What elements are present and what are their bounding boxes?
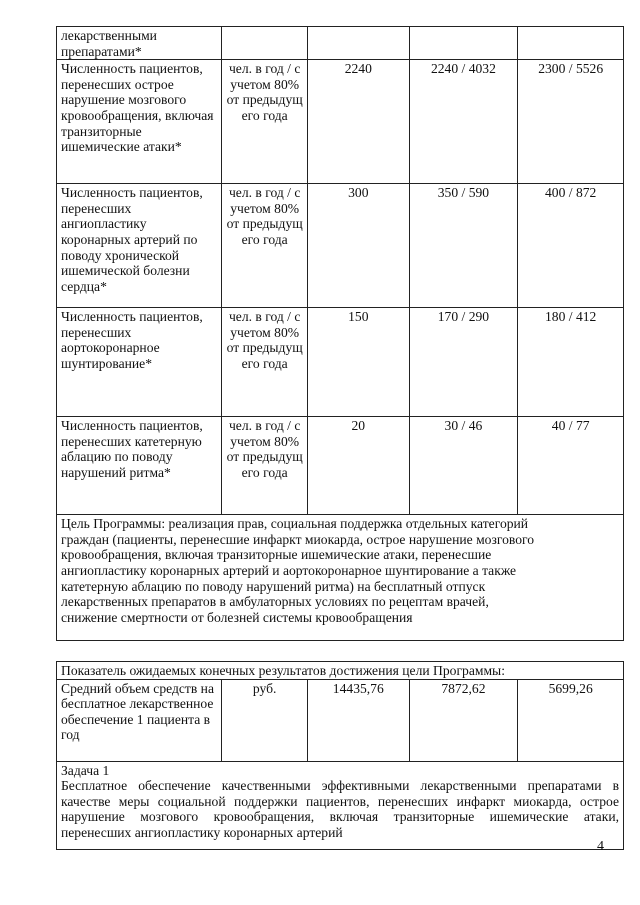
row-value-3: 2300 / 5526 bbox=[518, 60, 624, 184]
row-value-1: 20 bbox=[308, 417, 409, 515]
indicator-header: Показатель ожидаемых конечных результатов достижения цели Программы: bbox=[57, 662, 624, 680]
indicator-unit: руб. bbox=[222, 679, 308, 761]
row-unit bbox=[222, 27, 308, 60]
indicator-header-row bbox=[57, 662, 624, 680]
row-value-1: 300 bbox=[308, 184, 409, 308]
indicator-label: Средний объем средств на бесплатное лекарственное обеспечение 1 пациента в год bbox=[57, 679, 222, 761]
results-table bbox=[56, 661, 624, 850]
indicator-value-2: 7872,62 bbox=[409, 679, 518, 761]
goal-line: кровообращения, включая транзиторные ишемические атаки, перенесшие bbox=[61, 547, 492, 563]
row-label: Численность пациентов, перенесших ангиопластику коронарных артерий по поводу хронической ишемической болезни сердца* bbox=[57, 184, 222, 308]
row-value-1: 150 bbox=[308, 308, 409, 417]
table-row bbox=[57, 184, 624, 308]
row-unit: чел. в год / с учетом 80% от предыдущ его года bbox=[222, 60, 308, 184]
page-number: 4 bbox=[597, 839, 604, 854]
row-value-2: 2240 / 4032 bbox=[409, 60, 518, 184]
row-label: Численность пациентов, перенесших острое нарушение мозгового кровообращения, включая транзиторные ишемические атаки* bbox=[57, 60, 222, 184]
row-unit: чел. в год / с учетом 80% от предыдущ его года bbox=[222, 184, 308, 308]
row-value-2: 30 / 46 bbox=[409, 417, 518, 515]
goal-line: Цель Программы: реализация прав, социальная поддержка отдельных категорий bbox=[61, 516, 529, 532]
goal-line: катетерную аблацию по поводу нарушений ритма) на бесплатный отпуск bbox=[61, 578, 486, 594]
goal-line: снижение смертности от болезней системы кровообращения bbox=[61, 609, 413, 625]
row-value-2 bbox=[409, 27, 518, 60]
goal-line: лекарственных препаратов в амбулаторных условиях по рецептам врачей, bbox=[61, 594, 489, 610]
task-cell bbox=[57, 761, 624, 849]
row-value-3: 40 / 77 bbox=[518, 417, 624, 515]
row-value-3 bbox=[518, 27, 624, 60]
indicator-value-1: 14435,76 bbox=[308, 679, 409, 761]
task-text: Бесплатное обеспечение качественными эффективными лекарственными препаратами в качестве меры социальной поддержки пациентов, перенесших инфаркт миокарда, острое нарушение мозгового кровообращения, включая транзиторные ишемические атаки, перенесших ангиопластику коронарных артерий bbox=[61, 778, 619, 840]
goal-line: граждан (пациенты, перенесшие инфаркт миокарда, острое нарушение мозгового bbox=[61, 531, 535, 547]
table-row bbox=[57, 60, 624, 184]
table-row bbox=[57, 308, 624, 417]
program-goal bbox=[57, 515, 624, 641]
indicator-value-3: 5699,26 bbox=[518, 679, 624, 761]
row-unit: чел. в год / с учетом 80% от предыдущ его года bbox=[222, 308, 308, 417]
row-value-3: 400 / 872 bbox=[518, 184, 624, 308]
table-row bbox=[57, 417, 624, 515]
row-value-1 bbox=[308, 27, 409, 60]
row-value-1: 2240 bbox=[308, 60, 409, 184]
table-row bbox=[57, 679, 624, 761]
row-value-3: 180 / 412 bbox=[518, 308, 624, 417]
task-title: Задача 1 bbox=[61, 762, 110, 778]
row-label: Численность пациентов, перенесших аортокоронарное шунтирование* bbox=[57, 308, 222, 417]
task-row bbox=[57, 761, 624, 849]
indicators-table bbox=[56, 26, 624, 641]
row-label: лекарственными препаратами* bbox=[57, 27, 222, 60]
row-unit: чел. в год / с учетом 80% от предыдущ его года bbox=[222, 417, 308, 515]
row-value-2: 170 / 290 bbox=[409, 308, 518, 417]
row-value-2: 350 / 590 bbox=[409, 184, 518, 308]
row-label: Численность пациентов, перенесших катетерную аблацию по поводу нарушений ритма* bbox=[57, 417, 222, 515]
goal-row bbox=[57, 515, 624, 641]
table-row bbox=[57, 27, 624, 60]
goal-line: ангиопластику коронарных артерий и аортокоронарное шунтирование а также bbox=[61, 562, 517, 578]
